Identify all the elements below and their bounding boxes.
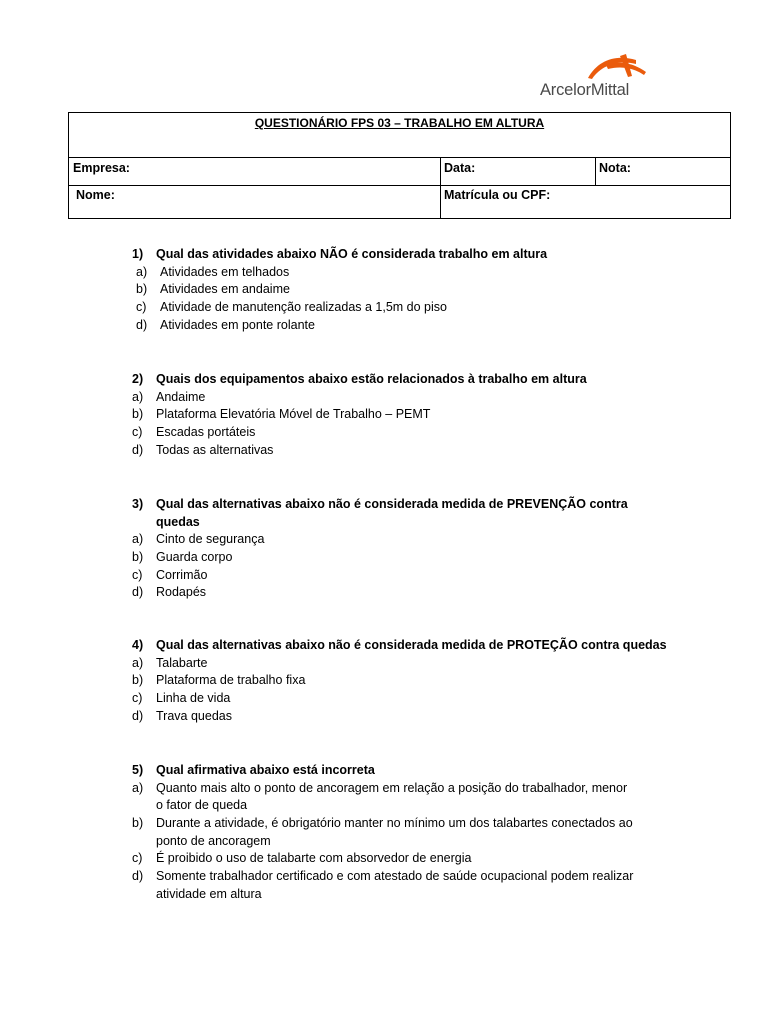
answer-option <box>0 868 768 886</box>
option-text: Atividades em telhados <box>160 264 290 279</box>
option-text: Cinto de segurança <box>156 532 265 547</box>
option-letter: b) <box>132 550 144 565</box>
form-title: QUESTIONÁRIO FPS 03 – TRABALHO EM ALTURA <box>254 116 545 130</box>
option-text: Plataforma Elevatória Móvel de Trabalho – PEMT <box>156 407 431 422</box>
question-text: Qual afirmativa abaixo está incorreta <box>156 763 375 777</box>
option-text: Guarda corpo <box>156 550 233 565</box>
divider <box>69 157 730 158</box>
divider <box>440 157 441 219</box>
option-text: Escadas portáteis <box>156 425 256 440</box>
option-letter: d) <box>132 869 144 884</box>
answer-option <box>0 406 768 424</box>
question-number: 1) <box>132 247 144 261</box>
answer-option <box>0 317 768 335</box>
option-text: Somente trabalhador certificado e com atestado de saúde ocupacional podem realizar <box>156 869 634 884</box>
empresa-label: Empresa: <box>73 161 130 175</box>
answer-option <box>0 424 768 442</box>
answer-option <box>0 708 768 726</box>
option-text: Durante a atividade, é obrigatório manter no mínimo um dos talabartes conectados ao <box>156 816 633 831</box>
answer-option <box>0 850 768 868</box>
answer-option <box>0 797 768 815</box>
option-text: Quanto mais alto o ponto de ancoragem em relação a posição do trabalhador, menor <box>156 780 628 795</box>
matricula-label: Matrícula ou CPF: <box>444 188 551 202</box>
nota-label: Nota: <box>599 161 631 175</box>
option-text: Todas as alternativas <box>156 442 274 457</box>
answer-option <box>0 549 768 567</box>
option-letter: b) <box>132 816 144 831</box>
question-text: Qual das alternativas abaixo não é considerada medida de PROTEÇÃO contra quedas <box>156 638 667 652</box>
question-text: Quais dos equipamentos abaixo estão relacionados à trabalho em altura <box>156 372 587 386</box>
option-letter: a) <box>132 389 144 404</box>
option-letter: d) <box>132 708 144 723</box>
arcelormittal-swoosh-icon <box>586 52 650 80</box>
option-text: Atividades em andaime <box>160 282 290 297</box>
option-letter: a) <box>132 655 144 670</box>
option-letter: a) <box>132 532 144 547</box>
question-2 <box>0 371 768 459</box>
answer-option <box>0 672 768 690</box>
answer-option <box>0 299 768 317</box>
option-letter: b) <box>132 407 144 422</box>
answer-option <box>0 567 768 585</box>
question-number: 4) <box>132 638 144 652</box>
option-text: É proibido o uso de talabarte com absorvedor de energia <box>156 851 472 866</box>
question-text: Qual das atividades abaixo NÃO é considerada trabalho em altura <box>156 247 548 261</box>
answer-option <box>0 815 768 833</box>
option-letter: b) <box>136 282 148 297</box>
divider <box>595 157 596 185</box>
logo-wordmark: ArcelorMittal <box>540 81 630 99</box>
option-text: Rodapés <box>156 585 207 600</box>
divider <box>69 185 730 186</box>
answer-option <box>0 886 768 904</box>
answer-option <box>0 780 768 798</box>
question-1 <box>0 246 768 334</box>
option-text: Atividades em ponte rolante <box>160 317 315 332</box>
answer-option <box>0 281 768 299</box>
option-text: Plataforma de trabalho fixa <box>156 673 306 688</box>
arcelormittal-logo <box>538 52 650 102</box>
answer-option <box>0 655 768 673</box>
option-text: Andaime <box>156 389 206 404</box>
option-text: Corrimão <box>156 567 208 582</box>
question-text: quedas <box>156 514 200 529</box>
answer-option <box>0 264 768 282</box>
option-text: Trava quedas <box>156 708 232 723</box>
option-text: ponto de ancoragem <box>156 833 271 848</box>
option-letter: a) <box>136 264 148 279</box>
option-letter: c) <box>136 300 147 315</box>
answer-option <box>0 531 768 549</box>
option-letter: b) <box>132 673 144 688</box>
question-number: 2) <box>132 372 144 386</box>
option-letter: c) <box>132 851 143 866</box>
option-letter: d) <box>136 317 148 332</box>
option-text: Linha de vida <box>156 691 231 706</box>
answer-option <box>0 584 768 602</box>
question-3 <box>0 496 768 602</box>
question-5 <box>0 762 768 904</box>
option-letter: d) <box>132 442 144 457</box>
header-table <box>68 112 731 219</box>
option-text: atividade em altura <box>156 886 262 901</box>
option-letter: c) <box>132 691 143 706</box>
answer-option <box>0 389 768 407</box>
option-text: o fator de queda <box>156 798 248 813</box>
option-letter: c) <box>132 425 143 440</box>
question-4 <box>0 637 768 725</box>
answer-option <box>0 690 768 708</box>
option-text: Talabarte <box>156 655 208 670</box>
question-number: 3) <box>132 497 144 511</box>
question-number: 5) <box>132 763 144 777</box>
option-letter: d) <box>132 585 144 600</box>
question-text: Qual das alternativas abaixo não é considerada medida de PREVENÇÃO contra <box>156 497 628 511</box>
option-letter: c) <box>132 567 143 582</box>
option-letter: a) <box>132 780 144 795</box>
answer-option <box>0 833 768 851</box>
option-text: Atividade de manutenção realizadas a 1,5m do piso <box>160 300 447 315</box>
answer-option <box>0 442 768 460</box>
nome-label: Nome: <box>76 188 115 202</box>
data-label: Data: <box>444 161 476 175</box>
